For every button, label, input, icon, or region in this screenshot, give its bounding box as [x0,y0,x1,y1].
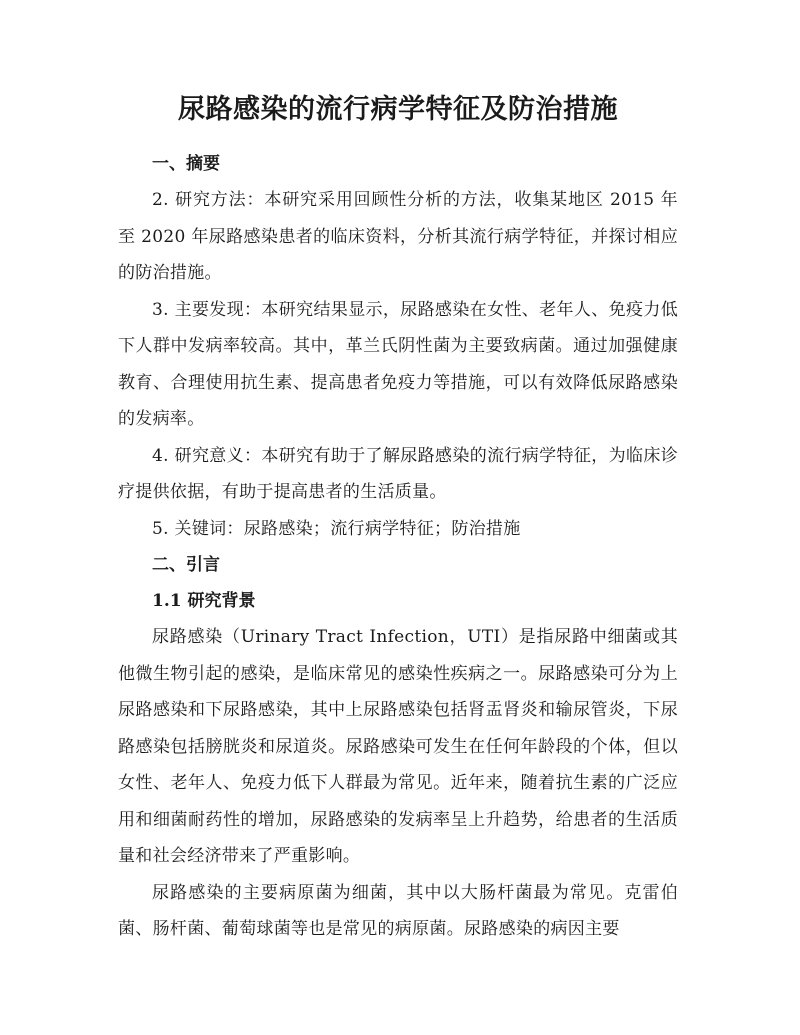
section-heading-introduction: 二、引言 [152,555,220,575]
document-title: 尿路感染的流行病学特征及防治措施 [178,94,618,125]
document-page [118,92,678,948]
subsection-heading-background: 1.1 研究背景 [152,591,256,611]
section-heading-abstract: 一、摘要 [152,154,220,174]
abstract-item-significance: 4. 研究意义：本研究有助于了解尿路感染的流行病学特征，为临床诊疗提供依据，有助于提高患者的生活质量。 [118,445,678,502]
abstract-item-keywords: 5. 关键词：尿路感染；流行病学特征；防治措施 [152,518,521,539]
abstract-item-findings: 3. 主要发现：本研究结果显示，尿路感染在女性、老年人、免疫力低下人群中发病率较高。其中，革兰氏阴性菌为主要致病菌。通过加强健康教育、合理使用抗生素、提高患者免疫力等措施，可以有效降低尿路感染的发病率。 [118,299,678,429]
body-paragraph: 尿路感染的主要病原菌为细菌，其中以大肠杆菌最为常见。克雷伯菌、肠杆菌、葡萄球菌等也是常见的病原菌。尿路感染的病因主要 [118,882,678,939]
abstract-item-methods: 2. 研究方法：本研究采用回顾性分析的方法，收集某地区 2015 年至 2020 年尿路感染患者的临床资料，分析其流行病学特征，并探讨相应的防治措施。 [118,190,678,283]
body-paragraph: 尿路感染（Urinary Tract Infection，UTI）是指尿路中细菌或其他微生物引起的感染，是临床常见的感染性疾病之一。尿路感染可分为上尿路感染和下尿路感染，其中上尿路感染包括肾盂肾炎和输尿管炎，下尿路感染包括膀胱炎和尿道炎。尿路感染可发生在任何年龄段的个体，但以女性、老年人、免疫力低下人群最为常见。近年来，随着抗生素的广泛应用和细菌耐药性的增加，尿路感染的发病率呈上升趋势，给患者的生活质量和社会经济带来了严重影响。 [118,627,678,866]
